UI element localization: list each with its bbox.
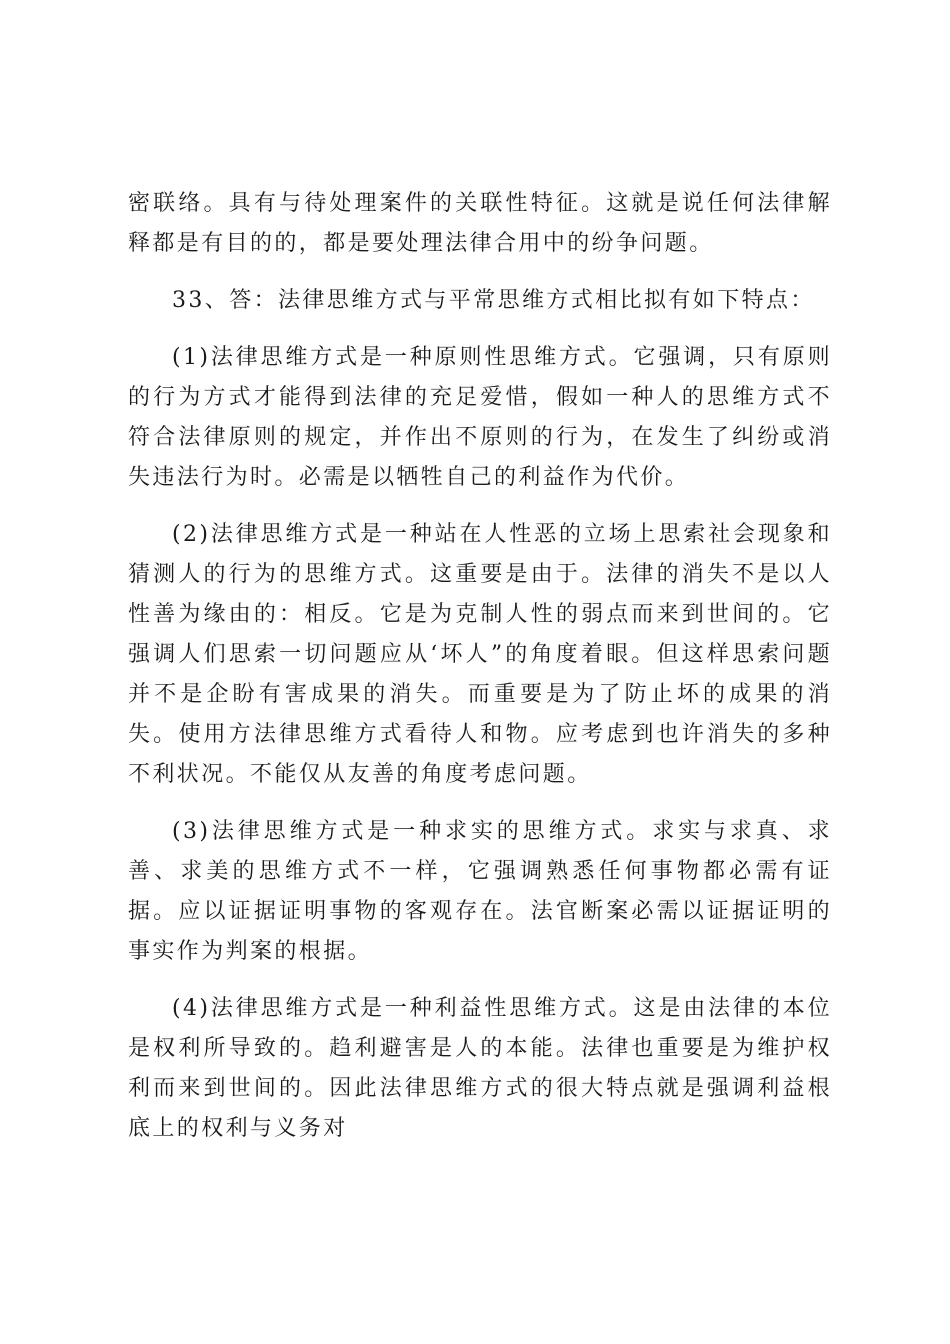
- paragraph-answer-33-intro: 33、答：法律思维方式与平常思维方式相比拟有如下特点：: [172, 288, 815, 313]
- paragraph-point-3: (3)法律思维方式是一种求实的思维方式。求实与求真、求善、求美的思维方式不一样，它强调熟悉任何事物都必需有证据。应以证据证明事物的客观存在。法官断案必需以证据证明的事实作为判案的根据。: [128, 819, 832, 964]
- paragraph-point-2: (2)法律思维方式是一种站在人性恶的立场上思索社会现象和猜测人的行为的思维方式。这重要是由于。法律的消失不是以人性善为缘由的：相反。它是为克制人性的弱点而来到世间的。它强调人们思索一切问题应从‘坏人”的角度着眼。但这样思索问题并不是企盼有害成果的消失。而重要是为了防止坏的成果的消失。使用方法律思维方式看待人和物。应考虑到也许消失的多种不利状况。不能仅从友善的角度考虑问题。: [128, 522, 832, 787]
- paragraph-point-1: (1)法律思维方式是一种原则性思维方式。它强调，只有原则的行为方式才能得到法律的充足爱惜，假如一种人的思维方式不符合法律原则的规定，并作出不原则的行为，在发生了纠纷或消失违法行为时。必需是以牺牲自己的利益作为代价。: [128, 345, 832, 490]
- document-body: [128, 184, 832, 1149]
- paragraph-point-4: (4)法律思维方式是一种利益性思维方式。这是由法律的本位是权利所导致的。趋利避害是人的本能。法律也重要是为维护权利而来到世间的。因此法律思维方式的很大特点就是强调利益根底上的权利与义务对: [128, 996, 832, 1141]
- paragraph-continuation: 密联络。具有与待处理案件的关联性特征。这就是说任何法律解释都是有目的的，都是要处理法律合用中的纷争问题。: [128, 191, 832, 256]
